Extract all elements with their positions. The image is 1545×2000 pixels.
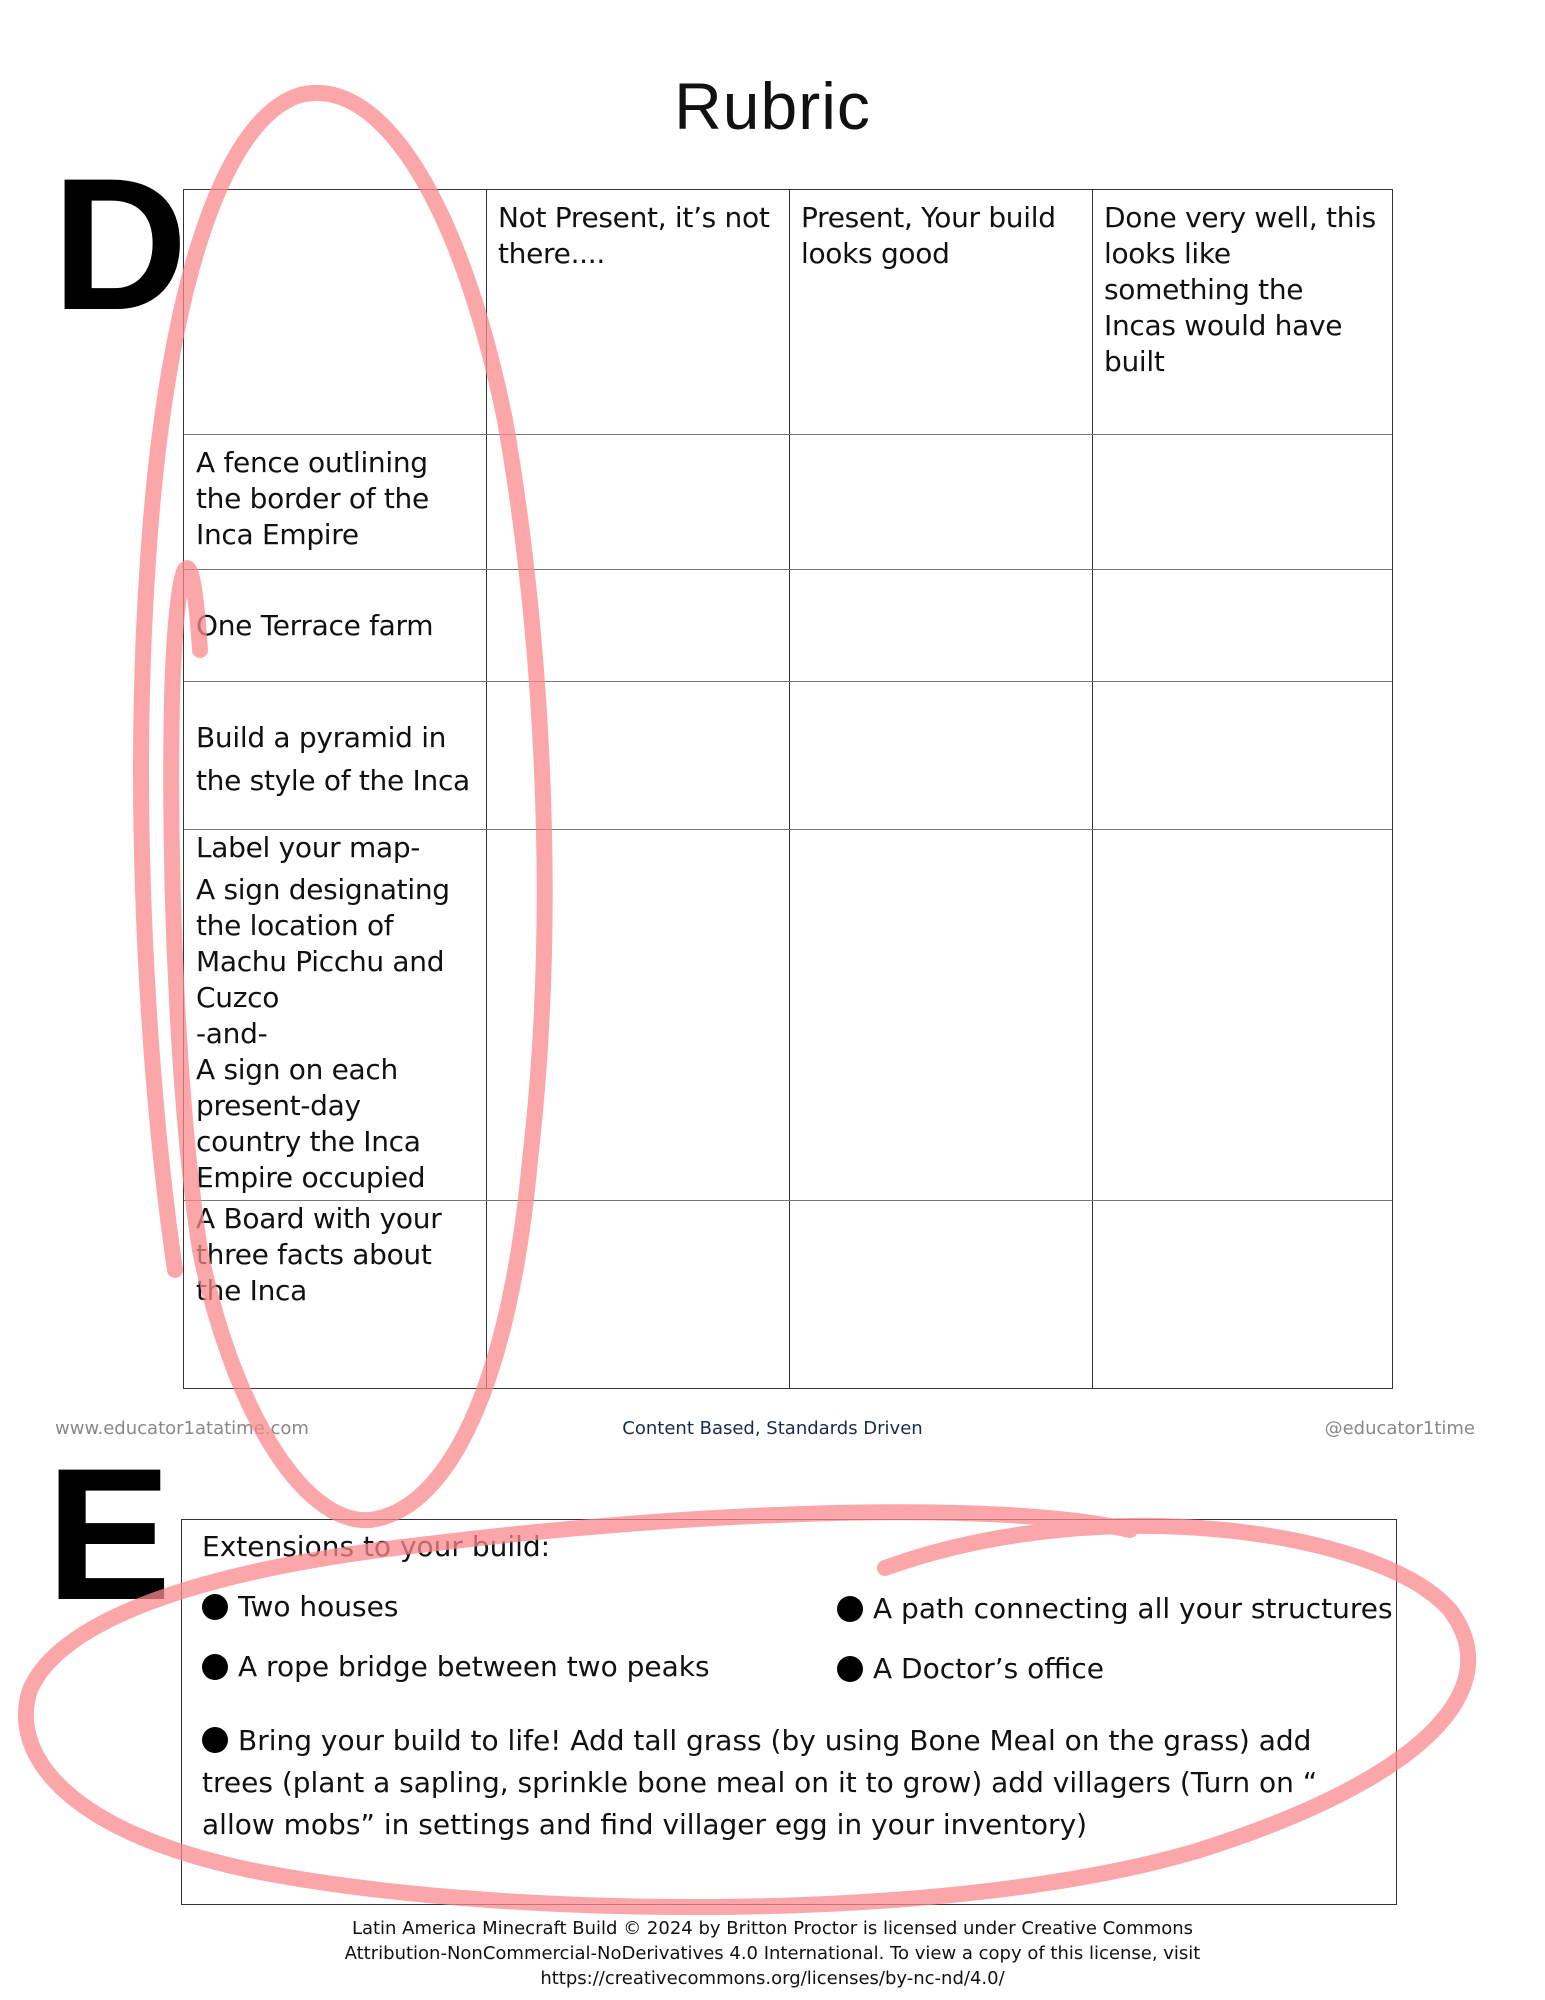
bullet-icon (202, 1594, 228, 1620)
extension-item (837, 1652, 1104, 1685)
criterion-text: A fence outlining the border of the Inca Empire (196, 446, 429, 551)
extension-item (202, 1650, 710, 1683)
table-row (184, 681, 1392, 830)
license-notice (0, 1916, 1545, 1991)
extensions-box (181, 1519, 1397, 1905)
table-row (184, 569, 1392, 682)
section-letter-e: E (46, 1429, 172, 1639)
license-line: Latin America Minecraft Build © 2024 by Britton Proctor is licensed under Creative Commons (351, 1918, 1194, 1939)
bullet-icon (202, 1727, 228, 1753)
criterion-cell (184, 682, 486, 802)
bullet-icon (837, 1596, 863, 1622)
extension-text: A Doctor’s office (873, 1652, 1104, 1685)
criterion-cell (184, 435, 486, 553)
extension-long-text: Bring your build to life! Add tall grass (by using Bone Meal on the grass) add trees (plant a sapling, sprinkle bone meal on it to grow) add villagers (Turn on “ allow mobs” in settings and find villager egg in your inventory) (202, 1724, 1318, 1841)
header-cell-present: Present, Your build looks good (801, 201, 1056, 270)
criterion-text: -and- (196, 1017, 268, 1050)
criterion-cell (184, 830, 486, 1196)
page-title: Rubric (674, 69, 871, 143)
header-cell-empty (184, 190, 486, 200)
criterion-text: A Board with your three facts about the Inca (196, 1202, 442, 1307)
table-row (184, 434, 1392, 570)
table-row (184, 829, 1392, 1201)
extension-text: A path connecting all your structures (873, 1592, 1393, 1625)
criterion-text: A sign on each present-day country the Inca Empire occupied (196, 1053, 426, 1194)
extension-item (202, 1590, 398, 1623)
rubric-table (183, 189, 1393, 1389)
bullet-icon (837, 1656, 863, 1682)
criterion-text: One Terrace farm (196, 609, 434, 642)
table-header-row (184, 190, 1392, 434)
extension-long-item (202, 1720, 1362, 1846)
header-cell-done-well: Done very well, this looks like something the Incas would have built (1104, 201, 1376, 378)
website-url: www.educator1atatime.com (55, 1418, 309, 1439)
extension-text: Two houses (238, 1590, 399, 1623)
tagline: Content Based, Standards Driven (622, 1418, 923, 1439)
section-letter-d: D (52, 139, 188, 349)
license-line: https://creativecommons.org/licenses/by-nc-nd/4.0/ (540, 1968, 1005, 1989)
extension-item (837, 1592, 1393, 1625)
criterion-cell (184, 570, 486, 644)
criterion-cell (184, 1201, 486, 1309)
extension-text: A rope bridge between two peaks (238, 1650, 710, 1683)
table-row (184, 1200, 1392, 1389)
social-handle: @educator1time (1324, 1418, 1475, 1439)
criterion-text: A sign designating the location of Machu Picchu and Cuzco (196, 873, 450, 1014)
license-line: Attribution-NonCommercial-NoDerivatives 4.0 International. To view a copy of this license, visit (344, 1943, 1201, 1964)
header-cell-not-present: Not Present, it’s not there.... (498, 201, 770, 270)
criterion-text: Label your map- (196, 831, 421, 864)
criterion-text: Build a pyramid in the style of the Inca (196, 721, 470, 797)
bullet-icon (202, 1654, 228, 1680)
extensions-title: Extensions to your build: (202, 1530, 551, 1563)
